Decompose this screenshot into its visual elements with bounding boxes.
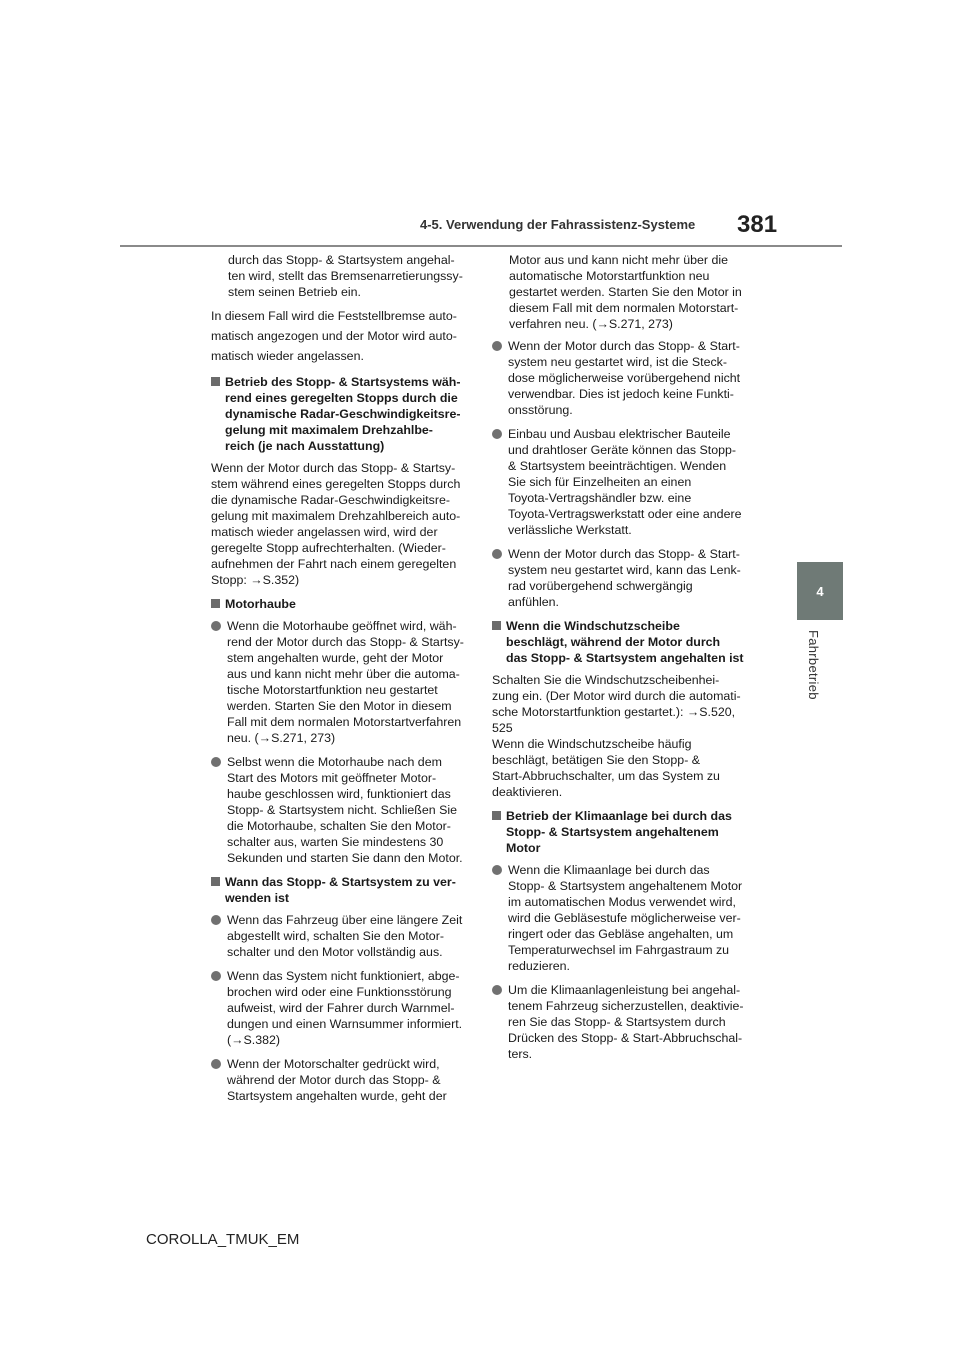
circle-bullet-icon [211,971,221,981]
section-heading-text: Motorhaube [225,597,296,611]
list-item [492,982,755,1062]
section-header-title: 4-5. Verwendung der Fahrassistenz-Systeme [420,217,696,232]
list-item-text: Wenn das Fahrzeug über eine längere Zeit abgestellt wird, schalten Sie den Motor- schalter und den Motor vollständig aus. [227,913,463,959]
section-heading-text: Wenn die Windschutzscheibe beschlägt, während der Motor durch das Stopp- & Startsystem angehalten ist [506,619,744,665]
section-paragraph: Schalten Sie die Windschutzscheibenhei- zung ein. (Der Motor wird durch die automati- sche Motorstartfunktion gestartet.): →S.520, 525 Wenn die Windschutzscheibe häufig beschlägt, betätigen Sie den Stopp- & Start-Abbruchschalter, um das System zu deaktivieren. [492,673,741,799]
section-heading-text: Betrieb des Stopp- & Startsystems wäh- rend eines geregelten Stopps durch die dynamische Radar-Geschwindigkeitsre- gelung mit maximalem Drehzahlbe- reich (je nach Ausstattung) [225,375,461,453]
circle-bullet-icon [492,985,502,995]
circle-bullet-icon [211,1059,221,1069]
square-bullet-icon [492,811,501,820]
circle-bullet-icon [211,915,221,925]
chapter-label: Fahrbetrieb [806,630,821,700]
list-item-text: Um die Klimaanlagenleistung bei angehal- tenem Fahrzeug sicherzustellen, deaktivie- ren Sie das Stopp- & Startsystem durch Drücken des Stopp- & Start-Abbruchschal- ters. [508,983,744,1061]
list-item-text: Selbst wenn die Motorhaube nach dem Start des Motors mit geöffneter Motor- haube geschlossen wird, funktioniert das Stopp- & Startsystem nicht. Schließen Sie die Motorhaube, schalten Sie den Motor- schalter aus, warten Sie mindestens 30 Sekunden und starten Sie dann den Motor. [227,755,463,865]
chapter-number: 4 [816,583,824,599]
continuation-paragraph: Motor aus und kann nicht mehr über die automatische Motorstartfunktion neu gestartet werden. Starten Sie den Motor in diesem Fall mit dem normalen Motorstart- verfahren neu. (→S.271, 273) [509,253,742,331]
list-item-text: Wenn das System nicht funktioniert, abge- brochen wird oder eine Funktionsstörung aufweist, wird der Fahrer durch Warnmel- dungen und einen Warnsummer informiert. (→S.382) [227,969,463,1047]
header-divider [120,245,842,247]
list-item-text: Wenn der Motorschalter gedrückt wird, während der Motor durch das Stopp- & Startsystem angehalten wurde, geht der [227,1057,447,1103]
circle-bullet-icon [211,621,221,631]
section-heading [211,874,474,906]
square-bullet-icon [211,599,220,608]
section-heading [211,596,474,612]
square-bullet-icon [211,377,220,386]
section-heading [492,808,755,856]
list-item-text: Wenn die Klimaanlage bei durch das Stopp- & Startsystem angehaltenem Motor im automatischen Modus verwendet wird, wird die Gebläsestufe möglicherweise ver- ringert oder das Gebläse angehalten, um Temperaturwechsel im Fahrgastraum zu reduzieren. [508,863,743,973]
section-heading [492,618,755,666]
list-item [492,862,755,974]
circle-bullet-icon [492,341,502,351]
list-item [211,912,474,960]
list-item [492,338,755,418]
footer-model-code: COROLLA_TMUK_EM [146,1231,300,1248]
right-column [492,252,755,1070]
circle-bullet-icon [492,549,502,559]
circle-bullet-icon [211,757,221,767]
section-heading [211,374,474,454]
left-column [211,252,474,1112]
list-item [211,618,474,746]
page-number: 381 [737,211,778,238]
list-item [211,754,474,866]
list-item-text: Wenn die Motorhaube geöffnet wird, wäh- rend der Motor durch das Stopp- & Startsy- stem angehalten wurde, geht der Motor aus und kann nicht mehr über die automa- tische Motorstartfunktion neu gestartet werden. Starten Sie den Motor in diesem Fall mit dem normalen Motorstartverfahren neu. (→S.271, 273) [227,619,464,745]
section-paragraph: Wenn der Motor durch das Stopp- & Startsy- stem während eines geregelten Stopps durch die dynamische Radar-Geschwindigkeitsre- gelung mit maximalem Drehzahlbereich auto- matisch wieder angelassen wird, wird der geregelte Stopp aufrechterhalten. (Wieder- aufnehmen der Fahrt nach einem geregelten Stopp: →S.352) [211,461,461,587]
list-item [492,426,755,538]
intro-paragraph: In diesem Fall wird die Feststellbremse auto- matisch angezogen und der Motor wird auto- matisch wieder angelassen. [211,309,457,363]
section-heading-text: Wann das Stopp- & Startsystem zu ver- wenden ist [225,875,456,905]
list-item-text: Wenn der Motor durch das Stopp- & Start- system neu gestartet wird, ist die Steck- dose möglicherweise vorübergehend nicht verwendbar. Dies ist jedoch keine Funkti- onsstörung. [508,339,741,417]
list-item-text: Wenn der Motor durch das Stopp- & Start- system neu gestartet wird, kann das Lenk- rad vorübergehend schwergängig anfühlen. [508,547,741,609]
list-item [211,968,474,1048]
square-bullet-icon [492,621,501,630]
list-item [211,1056,474,1104]
list-item-text: Einbau und Ausbau elektrischer Bauteile und drahtloser Geräte können das Stopp- & Startsystem beeinträchtigen. Wenden Sie sich für Einzelheiten an einen Toyota-Vertragshändler bzw. eine Toyota-Vertragswerkstatt oder eine andere verlässliche Werkstatt. [508,427,742,537]
circle-bullet-icon [492,429,502,439]
section-heading-text: Betrieb der Klimaanlage bei durch das Stopp- & Startsystem angehaltenem Motor [506,809,732,855]
circle-bullet-icon [492,865,502,875]
list-item [492,546,755,610]
intro-continuation: durch das Stopp- & Startsystem angehal- ten wird, stellt das Bremsenarretierungssy- stem seinen Betrieb ein. [228,253,463,299]
square-bullet-icon [211,877,220,886]
chapter-tab[interactable] [797,562,843,620]
